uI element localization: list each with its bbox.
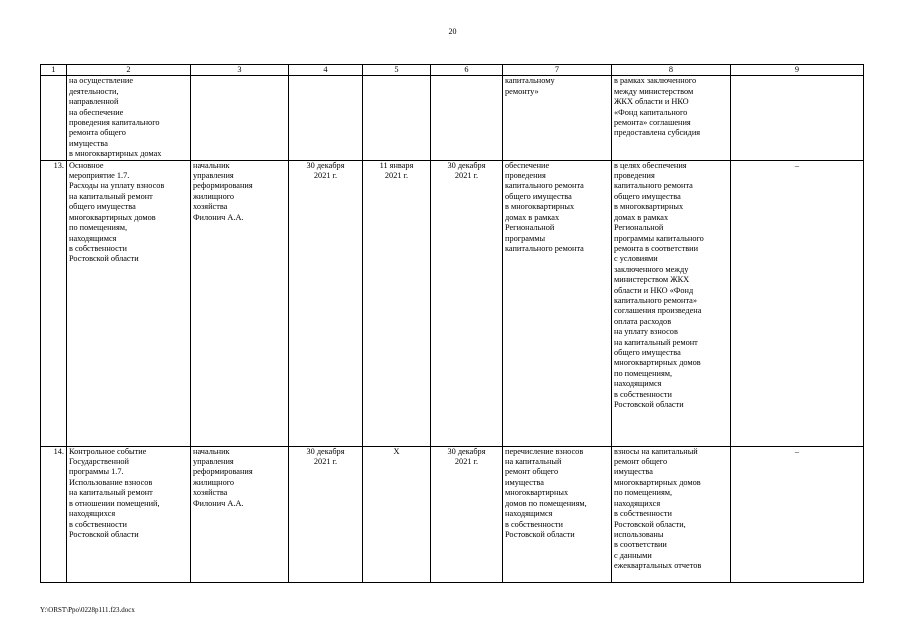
measure-name: Основное мероприятие 1.7. Расходы на уплату взносов на капитальный ремонт общего имущества многоквартирных домов по помещениям, находящимся в собственности Ростовской области	[67, 160, 191, 446]
table-row	[41, 446, 864, 582]
column-header: 4	[289, 65, 363, 76]
measure-name: на осуществление деятельности, направленной на обеспечение проведения капитального ремонта общего имущества в многоквартирных домах	[67, 76, 191, 160]
column-header: 5	[363, 65, 431, 76]
actual-end-date: 30 декабря 2021 г.	[431, 160, 503, 446]
actual-start-date	[363, 76, 431, 160]
column-header: 6	[431, 65, 503, 76]
column-header: 2	[67, 65, 191, 76]
row-number: 13.	[41, 160, 67, 446]
planned-result: капитальному ремонту»	[503, 76, 612, 160]
actual-result: в рамках заключенного между министерством ЖКХ области и НКО «Фонд капитального ремонта» соглашения предоставлена субсидия	[612, 76, 731, 160]
responsible-executor	[191, 76, 289, 160]
planned-result: обеспечение проведения капитального ремонта общего имущества в многоквартирных домах в рамках Региональной программы капитального ремонта	[503, 160, 612, 446]
reasons: –	[731, 446, 864, 582]
actual-end-date	[431, 76, 503, 160]
column-header: 7	[503, 65, 612, 76]
responsible-executor: начальник управления реформирования жилищного хозяйства Филонич А.А.	[191, 160, 289, 446]
column-header: 1	[41, 65, 67, 76]
plan-end-date: 30 декабря 2021 г.	[289, 446, 363, 582]
reasons	[731, 76, 864, 160]
column-header: 3	[191, 65, 289, 76]
row-number	[41, 76, 67, 160]
planned-result: перечисление взносов на капитальный ремонт общего имущества многоквартирных домов по помещениям, находящимся в собственности Ростовской области	[503, 446, 612, 582]
table-row	[41, 76, 864, 160]
plan-end-date	[289, 76, 363, 160]
actual-result: в целях обеспечения проведения капитального ремонта общего имущества в многоквартирных домах в рамках Региональной программы капитального ремонта в соответствии с условиями заключенного между министерством ЖКХ области и НКО «Фонд капитального ремонта» соглашения произведена оплата расходов на уплату взносов на капитальный ремонт общего имущества многоквартирных домов по помещениям, находящимся в собственности Ростовской области	[612, 160, 731, 446]
footer-file-path: Y:\ORST\Ppo\0228p111.f23.docx	[40, 606, 135, 614]
table-header-row	[41, 65, 864, 76]
page-number: 20	[448, 27, 457, 36]
column-header: 9	[731, 65, 864, 76]
report-table	[40, 64, 864, 583]
column-header: 8	[612, 65, 731, 76]
actual-result: взносы на капитальный ремонт общего имущества многоквартирных домов по помещениям, находящихся в собственности Ростовской области, использованы в соответствии с данными ежеквартальных отчетов	[612, 446, 731, 582]
row-number: 14.	[41, 446, 67, 582]
actual-start-date: 11 января 2021 г.	[363, 160, 431, 446]
actual-start-date: Х	[363, 446, 431, 582]
responsible-executor: начальник управления реформирования жилищного хозяйства Филонич А.А.	[191, 446, 289, 582]
table-row	[41, 160, 864, 446]
measure-name: Контрольное событие Государственной программы 1.7. Использование взносов на капитальный ремонт в отношении помещений, находящихся в собственности Ростовской области	[67, 446, 191, 582]
actual-end-date: 30 декабря 2021 г.	[431, 446, 503, 582]
reasons: –	[731, 160, 864, 446]
plan-end-date: 30 декабря 2021 г.	[289, 160, 363, 446]
